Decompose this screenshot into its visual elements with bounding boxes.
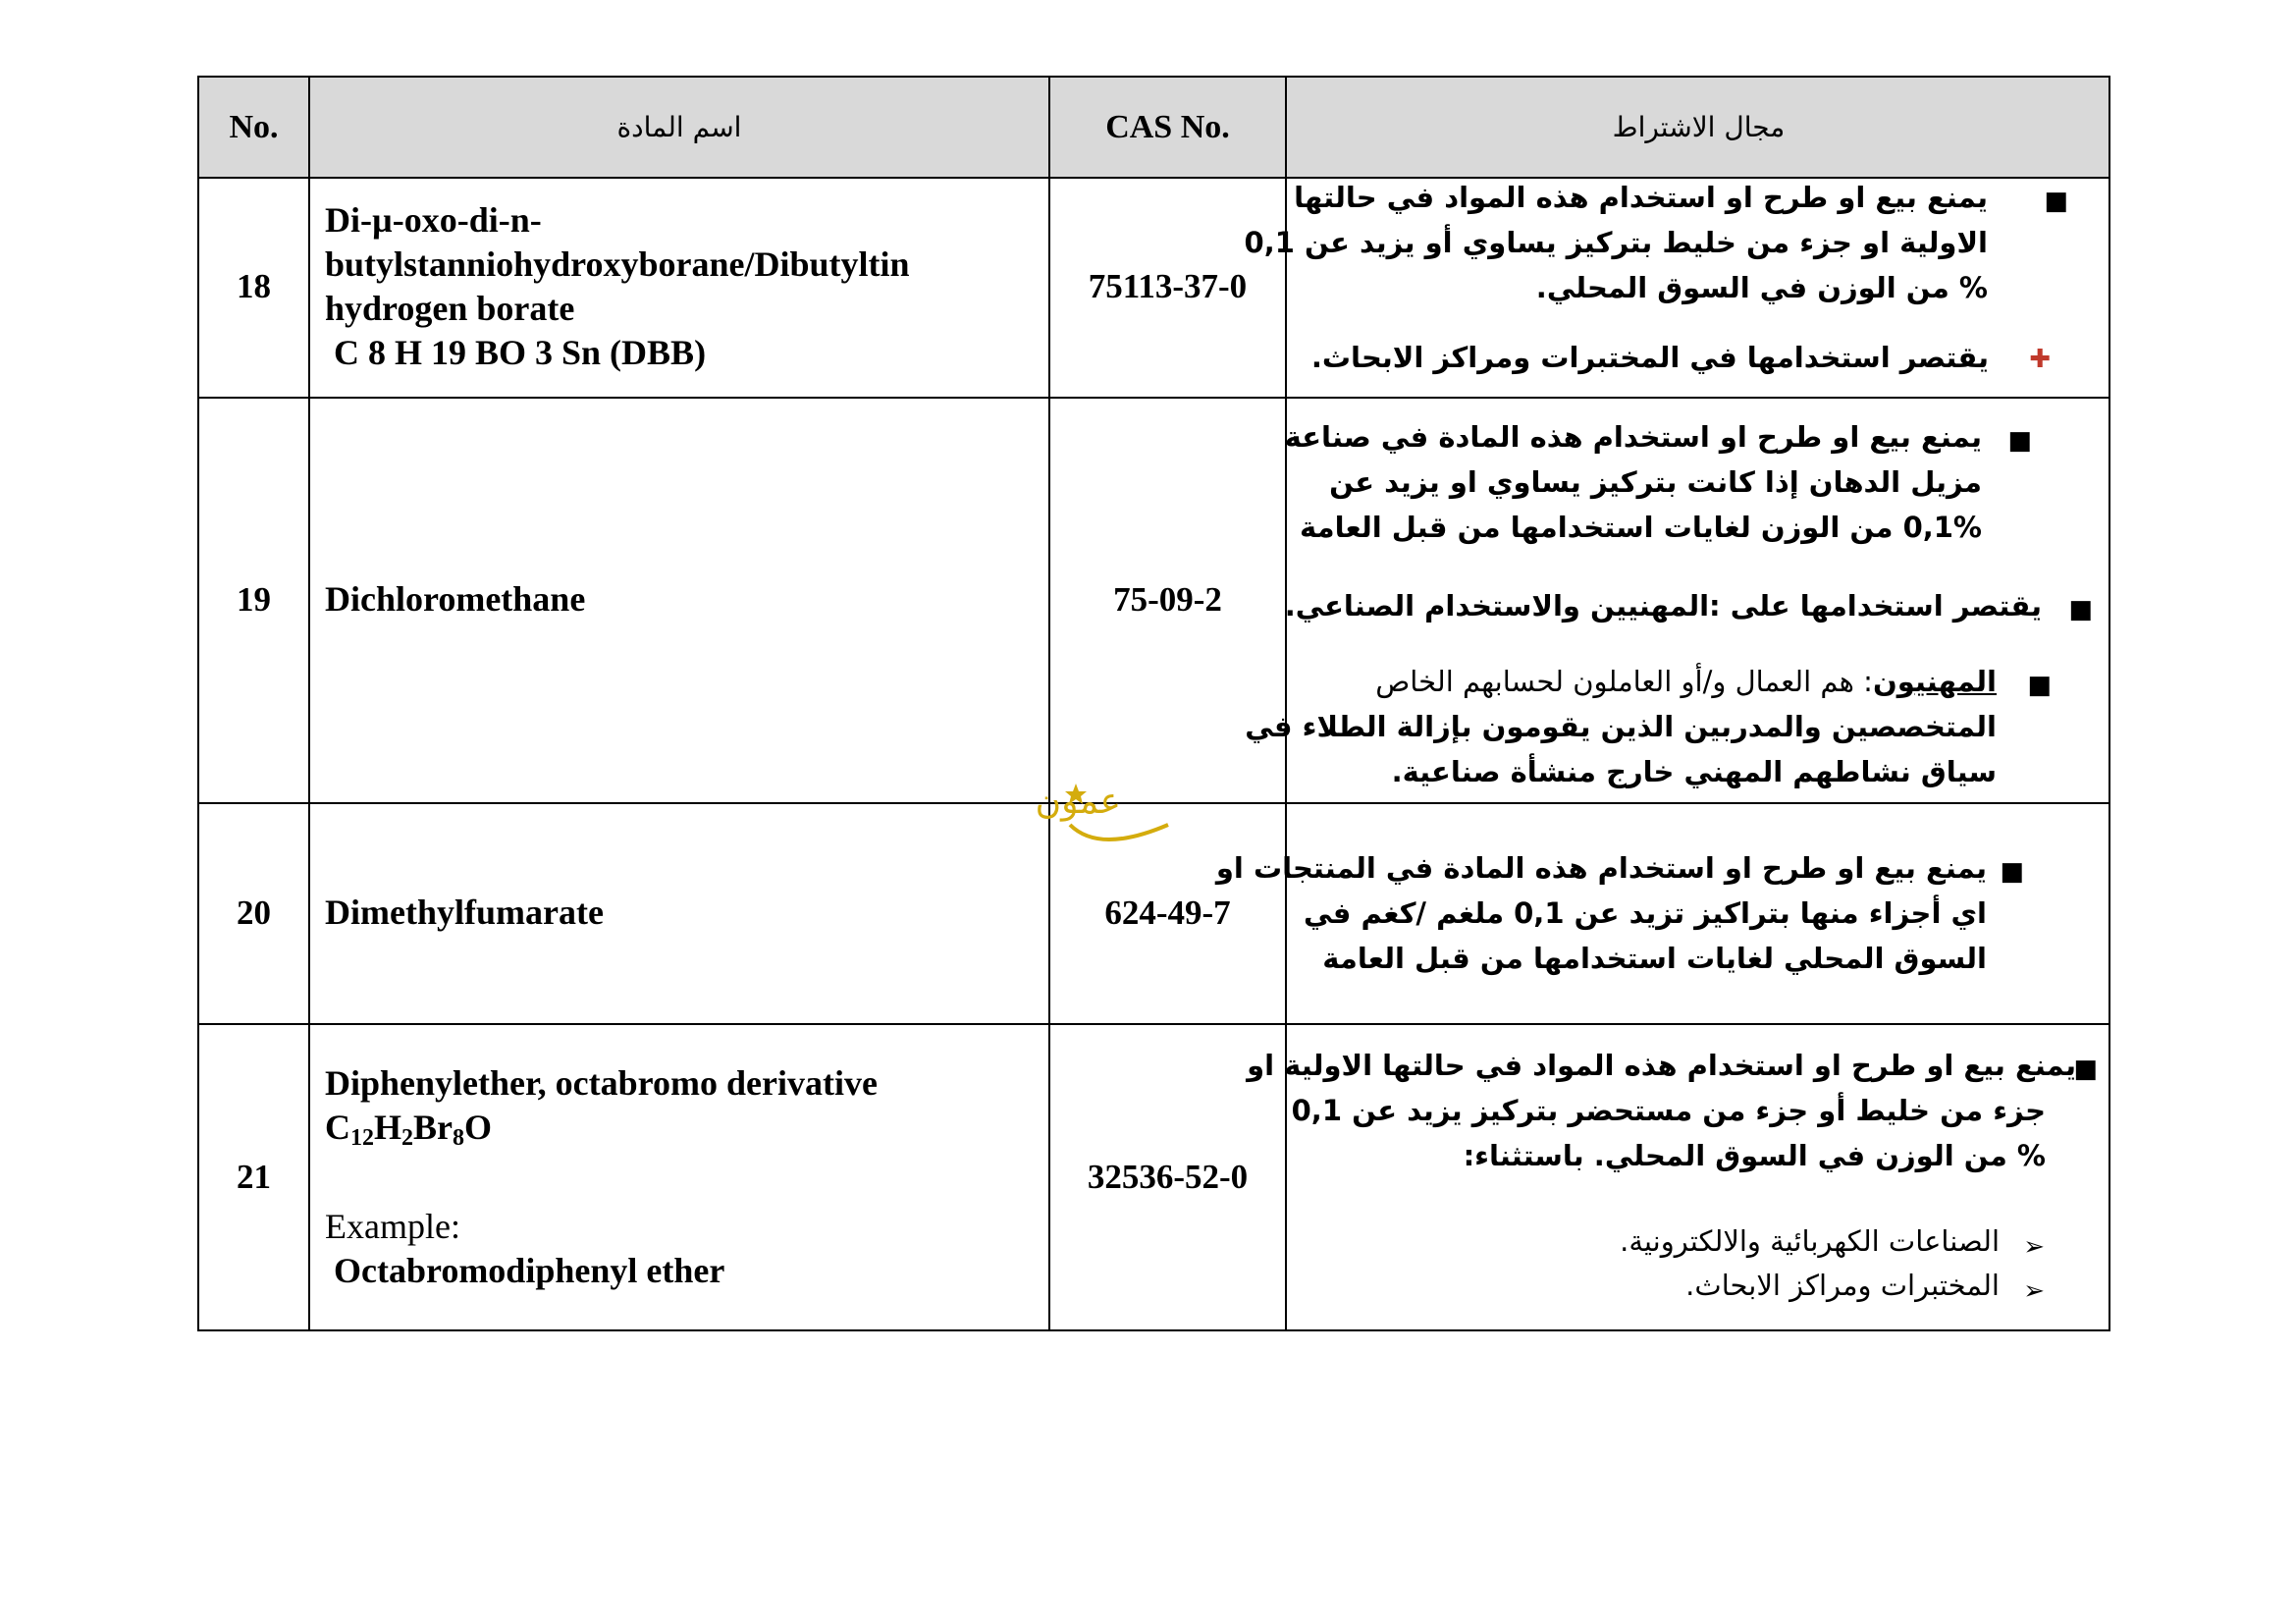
condition-line: اي أجزاء منها بتراكيز تزيد عن 0,1 ملغم /كغم في [1304,896,1987,930]
row-19-no: 19 [237,579,271,619]
row-18-condition [1244,177,2110,397]
condition-line: الاولية او جزء من خليط بتركيز يساوي أو يزيد عن 0,1 [1244,226,1988,259]
condition-line: : هم العمال و/أو العاملون لحسابهم الخاص [1375,665,1873,698]
condition-line: يقتصر استخدامها على :المهنيين والاستخدام الصناعي. [1284,589,2042,623]
substances-table [197,76,2110,1331]
condition-line: 0,1% من الوزن لغايات استخدامها من قبل العامة [1300,511,1982,544]
row-18-no: 18 [237,267,271,305]
row-21-no: 21 [237,1158,271,1196]
row-20-cas: 624-49-7 [1104,893,1231,932]
square-bullet-icon: ■ [2073,1055,2098,1084]
name-line: hydrogen borate [325,289,575,328]
square-bullet-icon: ■ [2007,426,2032,456]
header-cas: CAS No. [1105,108,1230,145]
row-20-no: 20 [237,893,271,932]
condition-line: يمنع بيع او طرح او استخدام هذه المواد في حالتها [1294,181,1988,214]
square-bullet-icon: ■ [2044,187,2068,216]
condition-line: % من الوزن في السوق المحلي. [1535,271,1988,304]
row-18-name [310,177,1048,397]
header-condition: مجال الاشتراط [1612,111,1786,143]
exception-item: الصناعات الكهربائية والالكترونية. [1620,1224,2000,1258]
cross-bullet-icon: ✚ [2029,345,2051,374]
ammon-watermark-logo [1035,776,1247,854]
square-bullet-icon: ■ [2068,595,2093,624]
name-line: Di-µ-oxo-di-n- [325,200,542,240]
condition-line: المتخصصين والمدربين الذين يقومون بإزالة الطلاء في [1245,710,1997,743]
square-bullet-icon: ■ [2000,857,2024,887]
example-label: Example: [325,1207,460,1246]
row-21-condition [1247,1023,2110,1331]
row-21-name [310,1023,1048,1331]
name-line: Dimethylfumarate [325,893,604,932]
header-no: No. [229,108,279,145]
condition-line: يقتصر استخدامها في المختبرات ومراكز الابحاث. [1310,341,1989,374]
row-19-condition [1245,397,2110,802]
row-19-cas: 75-09-2 [1113,579,1222,619]
header-name: اسم المادة [616,111,742,143]
arrow-bullet-icon: ➢ [2023,1276,2045,1306]
condition-line: يمنع بيع او طرح او استخدام هذه المادة في المنتجات او [1215,851,1987,885]
condition-line: سياق نشاطهم المهني خارج منشأة صناعية. [1391,755,1997,788]
condition-line: جزء من خليط أو جزء من مستحضر بتركيز يزيد عن 0,1 [1291,1094,2046,1127]
name-line: Dichloromethane [325,579,586,619]
square-bullet-icon: ■ [2027,671,2052,700]
row-19-name [310,397,1048,802]
row-20-name [310,802,1048,1023]
name-line: butylstanniohydroxyborane/Dibutyltin [325,244,910,284]
chemical-formula: $C_{12}H_2Br_8O$ [325,1108,493,1151]
example-value: Octabromodiphenyl ether [325,1251,725,1290]
row-20-condition [1215,802,2110,1023]
row-18-cas: 75113-37-0 [1088,267,1248,305]
condition-line: مزيل الدهان إذا كانت بتركيز يساوي او يزيد عن [1329,465,1982,499]
arrow-bullet-icon: ➢ [2023,1232,2045,1262]
condition-line: السوق المحلي لغايات استخدامها من قبل العامة [1322,942,1987,975]
svg-text:عمون: عمون [1035,782,1121,822]
exception-item: المختبرات ومراكز الابحاث. [1685,1269,2000,1302]
condition-line: % من الوزن في السوق المحلي. باستثناء: [1463,1139,2046,1172]
row-21-cas: 32536-52-0 [1087,1158,1249,1196]
professionals-term: المهنيون [1872,665,1997,698]
name-line: C 8 H 19 BO 3 Sn (DBB) [325,333,707,372]
condition-line: يمنع بيع او طرح او استخدام هذه المواد في حالتها الاولية او [1247,1049,2076,1082]
condition-line: يمنع بيع او طرح او استخدام هذه المادة في صناعة [1284,420,1982,454]
name-line: Diphenylether, octabromo derivative [325,1063,878,1103]
